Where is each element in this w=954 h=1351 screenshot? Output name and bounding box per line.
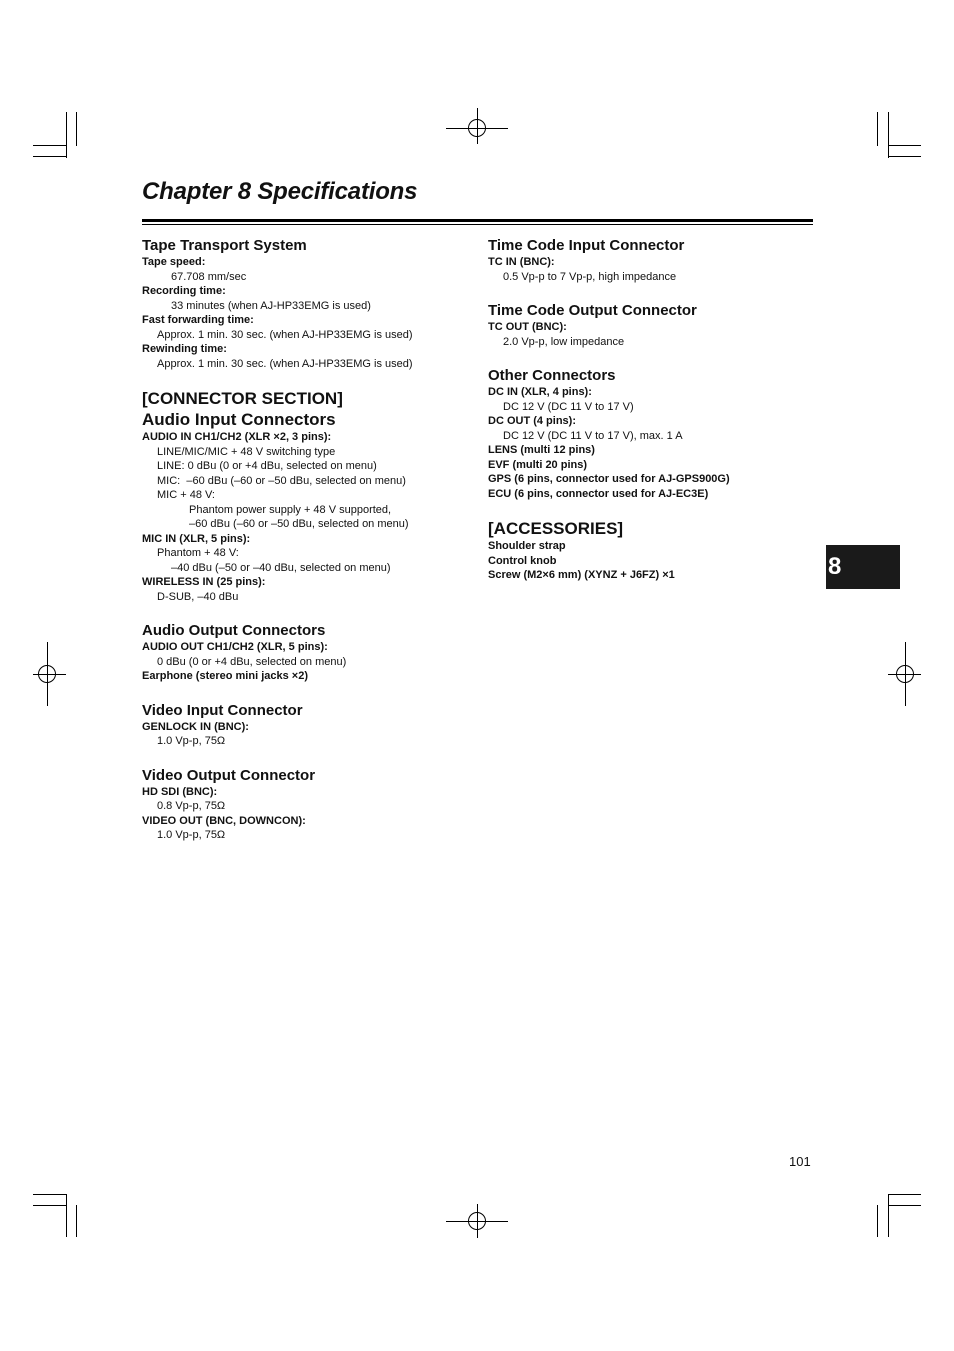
spec-value: Phantom power supply + 48 V supported, [189, 503, 392, 516]
accessory-item: Screw (M2×6 mm) (XYNZ + J6FZ) ×1 [488, 569, 675, 581]
video-input-section [142, 701, 472, 749]
spec-value: D-SUB, –40 dBu [157, 590, 239, 603]
spec-value: 1.0 Vp-p, 75Ω [157, 829, 226, 841]
spec-label: Earphone (stereo mini jacks ×2) [142, 670, 308, 682]
tc-input-section [488, 236, 818, 284]
right-column [488, 236, 818, 600]
spec-label: DC IN (XLR, 4 pins): [488, 386, 592, 398]
section-title: Time Code Input Connector [488, 237, 685, 254]
audio-output-section [142, 621, 472, 684]
spec-label: AUDIO OUT CH1/CH2 (XLR, 5 pins): [142, 641, 328, 653]
spec-label: GPS (6 pins, connector used for AJ-GPS900G) [488, 473, 730, 485]
spec-value: MIC + 48 V: [157, 489, 215, 501]
audio-input-section [142, 388, 472, 604]
title-rule-thick [142, 219, 813, 222]
spec-label: Tape speed: [142, 256, 206, 268]
section-title: Tape Transport System [142, 237, 307, 254]
spec-label: AUDIO IN CH1/CH2 (XLR ×2, 3 pins): [142, 431, 332, 443]
spec-value: 33 minutes (when AJ-HP33EMG is used) [171, 299, 371, 312]
spec-value: 1.0 Vp-p, 75Ω [157, 735, 226, 747]
accessory-item: Control knob [488, 554, 557, 567]
spec-value: –60 dBu (–60 or –50 dBu, selected on menu) [189, 518, 409, 530]
title-rule-thin [142, 224, 813, 225]
spec-value: Phantom + 48 V: [157, 547, 239, 559]
spec-label: VIDEO OUT (BNC, DOWNCON): [142, 814, 306, 827]
tape-transport-section [142, 236, 472, 371]
spec-label: EVF (multi 20 pins) [488, 458, 588, 471]
spec-label: DC OUT (4 pins): [488, 415, 576, 427]
spec-label: MIC IN (XLR, 5 pins): [142, 532, 251, 545]
chapter-title: Chapter 8 Specifications [142, 178, 418, 205]
spec-value: LINE: 0 dBu (0 or +4 dBu, selected on menu) [157, 460, 377, 472]
spec-label: HD SDI (BNC): [142, 785, 218, 798]
spec-label: ECU (6 pins, connector used for AJ-EC3E) [488, 487, 709, 500]
spec-value: 2.0 Vp-p, low impedance [503, 335, 625, 348]
section-title: Video Input Connector [142, 701, 303, 719]
accessories-section [488, 518, 818, 583]
spec-value: MIC: –60 dBu (–60 or –50 dBu, selected on menu) [157, 474, 406, 487]
section-title: Other Connectors [488, 367, 616, 384]
accessory-item: Shoulder strap [488, 540, 566, 552]
spec-value: Approx. 1 min. 30 sec. (when AJ-HP33EMG is used) [157, 357, 413, 370]
spec-value: 0 dBu (0 or +4 dBu, selected on menu) [157, 655, 347, 668]
spec-label: GENLOCK IN (BNC): [142, 720, 249, 733]
spec-value: LINE/MIC/MIC + 48 V switching type [157, 445, 336, 458]
tc-output-section [488, 301, 818, 349]
left-column [142, 236, 472, 860]
accessories-heading: [ACCESSORIES] [488, 519, 624, 538]
spec-label: TC IN (BNC): [488, 256, 555, 268]
video-output-section [142, 766, 472, 843]
spec-label: WIRELESS IN (25 pins): [142, 576, 266, 588]
spec-label: LENS (multi 12 pins) [488, 444, 595, 456]
spec-value: 0.8 Vp-p, 75Ω [157, 800, 226, 812]
section-title: Audio Input Connectors [142, 410, 336, 429]
spec-value: 0.5 Vp-p to 7 Vp-p, high impedance [503, 270, 677, 283]
spec-label: Fast forwarding time: [142, 314, 254, 326]
spec-value: 67.708 mm/sec [171, 270, 247, 283]
connector-section-heading: [CONNECTOR SECTION] [142, 389, 343, 408]
spec-label: Rewinding time: [142, 343, 227, 355]
section-title: Video Output Connector [142, 766, 316, 784]
spec-value: DC 12 V (DC 11 V to 17 V) [503, 400, 634, 413]
other-connectors-section [488, 366, 818, 501]
spec-label: Recording time: [142, 285, 226, 297]
spec-value: DC 12 V (DC 11 V to 17 V), max. 1 A [503, 429, 683, 442]
spec-value: Approx. 1 min. 30 sec. (when AJ-HP33EMG is used) [157, 328, 413, 341]
spec-label: TC OUT (BNC): [488, 321, 567, 333]
section-title: Time Code Output Connector [488, 302, 697, 319]
chapter-tab: 8 [826, 545, 900, 589]
spec-value: –40 dBu (–50 or –40 dBu, selected on menu) [171, 561, 391, 574]
section-title: Audio Output Connectors [142, 622, 326, 639]
page-number: 101 [789, 1154, 811, 1169]
